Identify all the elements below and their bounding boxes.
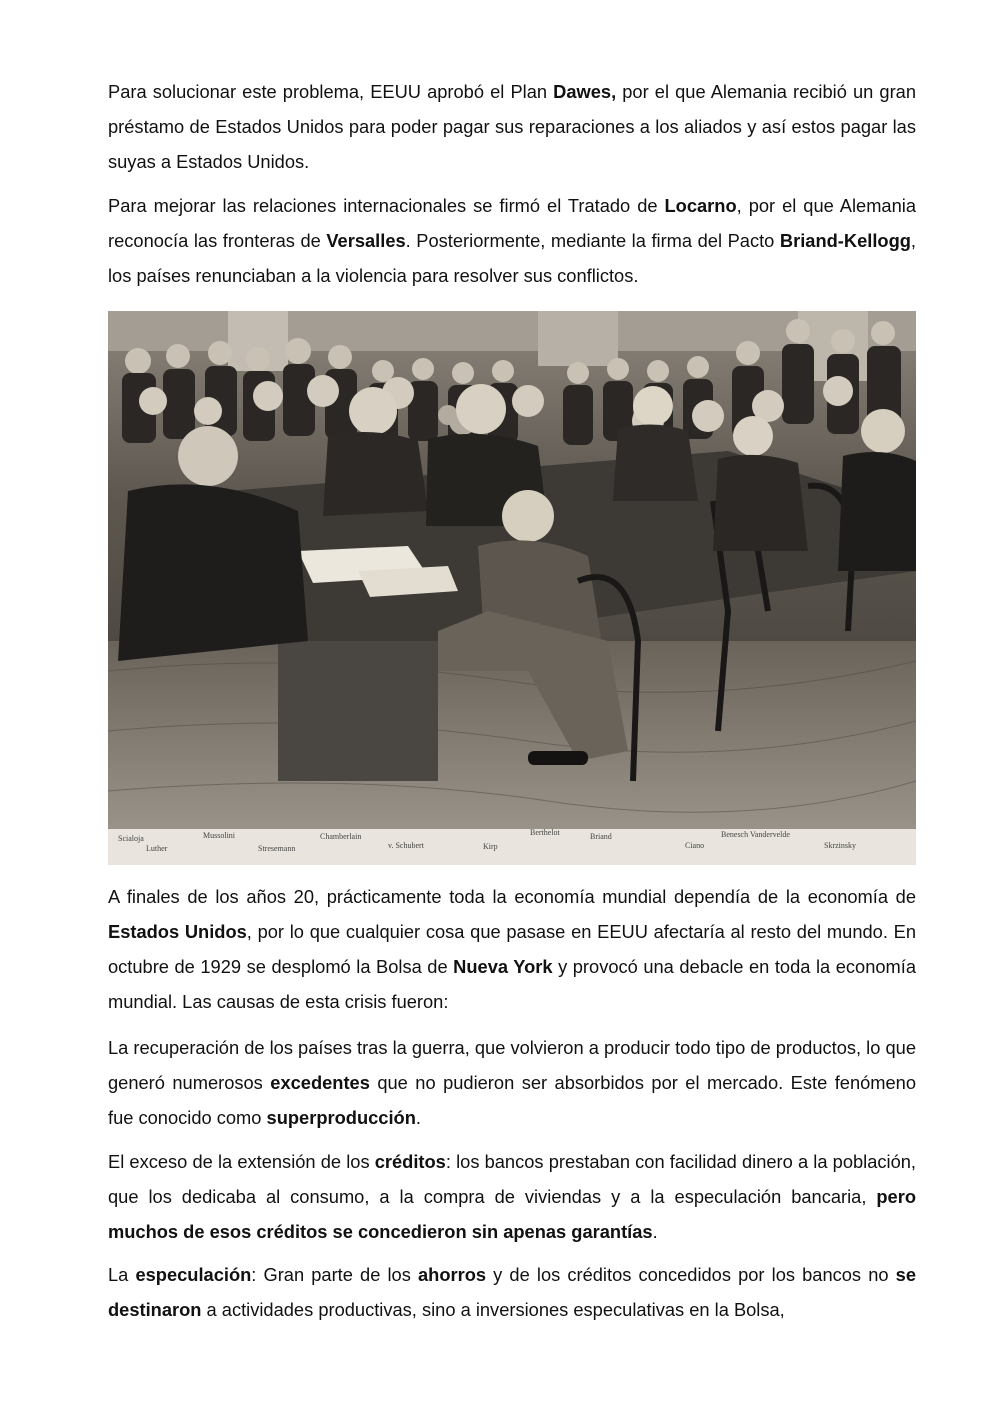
text-segment: La recuperación de los países tras la guerra, que volvieron a producir todo tipo de productos, lo que generó numerosos (108, 1037, 916, 1093)
bold-term: Nueva York (453, 956, 553, 977)
paragraph-speculation (108, 1257, 916, 1327)
bold-term: especulación (135, 1264, 252, 1285)
bold-term: ahorros (417, 1264, 487, 1285)
bold-term: Dawes, (553, 81, 617, 102)
paragraph-overproduction (108, 1030, 916, 1135)
text-segment: . Posteriormente, mediante la firma del Pacto (405, 230, 780, 251)
bold-term: superproducción (266, 1107, 416, 1128)
text-segment: y provocó una debacle en toda la economía mundial. Las causas de esta crisis fueron: (108, 956, 917, 1012)
text-segment: , los países renunciaban a la violencia para resolver sus conflictos. (108, 230, 917, 286)
text-segment: A finales de los años 20, prácticamente toda la economía mundial dependía de la economía de (108, 886, 916, 907)
caption-name: Benesch Vandervelde (721, 830, 790, 839)
caption-name: Skrzinsky (824, 841, 856, 850)
bold-term: Versalles (326, 230, 406, 251)
text-segment: , por el que Alemania reconocía las fronteras de (108, 195, 916, 251)
text-segment: Para mejorar las relaciones internacionales se firmó el Tratado de (108, 195, 665, 216)
caption-name: Briand (590, 832, 612, 841)
text-segment: y de los créditos concedidos por los bancos no (486, 1264, 896, 1285)
bold-term: Briand-Kellogg (779, 230, 911, 251)
caption-name: Scialoja (118, 834, 144, 843)
text-segment: , por lo que cualquier cosa que pasase en EEUU afectaría al resto del mundo. En octubre de 1929 se desplomó la Bolsa de (108, 921, 916, 977)
text-segment: . (415, 1107, 421, 1128)
caption-name: Luther (146, 844, 168, 853)
text-segment: a actividades productivas, sino a inversiones especulativas en la Bolsa, (201, 1299, 785, 1320)
caption-name: Chamberlain (320, 832, 362, 841)
caption-name: Mussolini (203, 831, 236, 840)
caption-name: Berthelot (530, 828, 560, 837)
bold-term: pero muchos de esos créditos se concedieron sin apenas garantías (108, 1186, 916, 1242)
paragraph-credits (108, 1144, 916, 1249)
text-segment: : Gran parte de los (251, 1264, 418, 1285)
caption-name: Kirp (483, 842, 498, 851)
photo-illustration (108, 311, 916, 865)
paragraph-dawes-plan (108, 74, 916, 179)
bold-term: créditos (374, 1151, 446, 1172)
text-segment: . (652, 1221, 658, 1242)
text-segment: El exceso de la extensión de los (108, 1151, 375, 1172)
paragraph-world-economy (108, 879, 916, 1019)
bold-term: se destinaron (108, 1264, 916, 1320)
text-segment: Para solucionar este problema, EEUU aprobó el Plan (108, 81, 554, 102)
caption-name: Ciano (685, 841, 705, 850)
bold-term: Estados Unidos (108, 921, 247, 942)
caption-name: Stresemann (258, 844, 296, 853)
text-segment: La (108, 1264, 136, 1285)
historical-photo-locarno-conference (108, 311, 916, 865)
text-segment: : los bancos prestaban con facilidad dinero a la población, que los dedicaba al consumo, a la compra de viviendas y a la especulación bancaria, (108, 1151, 916, 1207)
bold-term: excedentes (270, 1072, 370, 1093)
bold-term: Locarno (664, 195, 737, 216)
text-segment: por el que Alemania recibió un gran préstamo de Estados Unidos para poder pagar sus reparaciones a los aliados y así estos pagar las suyas a Estados Unidos. (108, 81, 916, 172)
caption-name: v. Schubert (388, 841, 424, 850)
text-segment: que no pudieron ser absorbidos por el mercado. Este fenómeno fue conocido como (108, 1072, 917, 1128)
paragraph-locarno-treaty (108, 188, 916, 293)
